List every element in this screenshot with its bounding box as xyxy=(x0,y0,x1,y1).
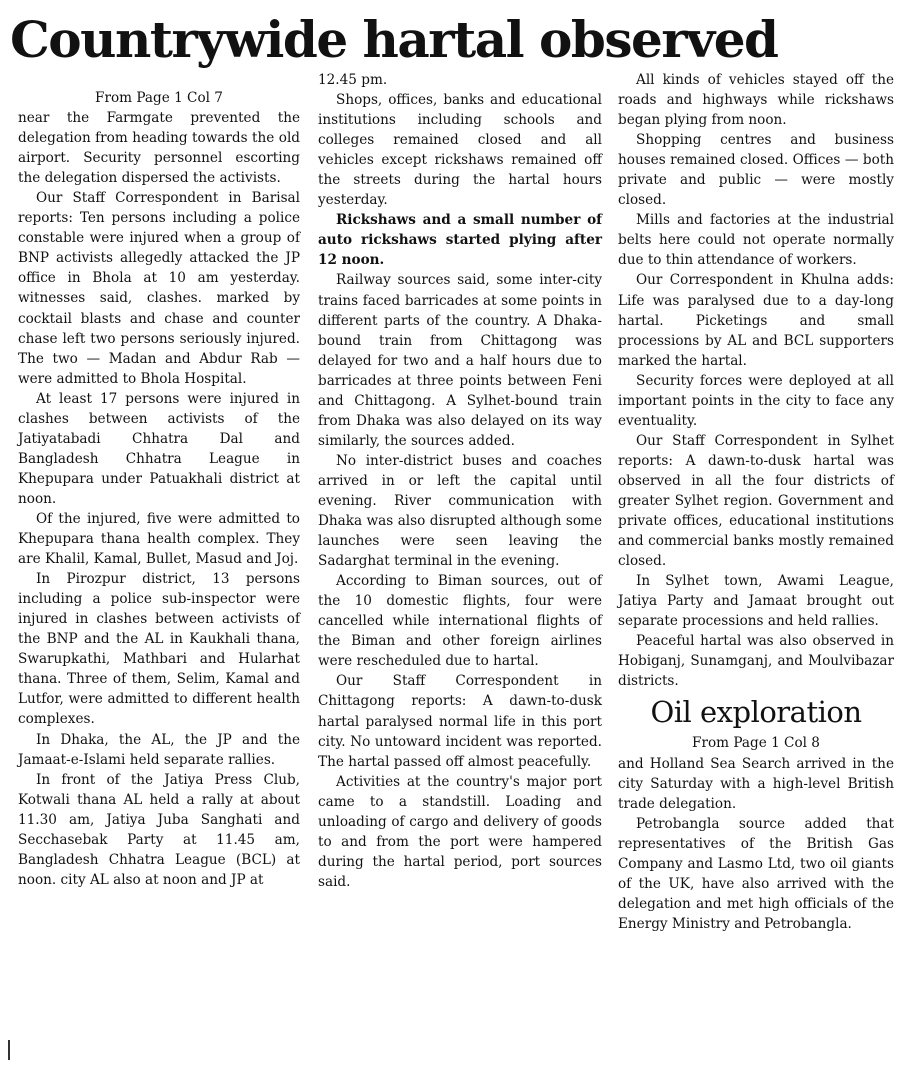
paragraph: No inter-district buses and coaches arrived in or left the capital until evening. River communication with Dhaka was also disrupted although some launches were seen leaving the Sadarghat terminal in the evening. xyxy=(318,452,602,570)
paragraph: near the Farmgate prevented the delegation from heading towards the old airport. Security personnel escorting the delegation dispersed the activists. xyxy=(18,110,300,187)
paragraph: Activities at the country's major port came to a standstill. Loading and unloading of cargo and delivery of goods to and from the port were hampered during the hartal period, port sources said. xyxy=(318,773,602,890)
paragraph: Security forces were deployed at all important points in the city to face any eventuality. xyxy=(618,372,894,429)
paragraph: Our Staff Correspondent in Barisal reports: Ten persons including a police constable were injured when a group of BNP activists allegedly attacked the JP office in Bhola at 10 am yesterday. witnesses said, clashes. marked by cocktail blasts and chase and counter chase left two persons seriously injured. The two — Madan and Abdur Rab — were admitted to Bhola Hospital. xyxy=(18,190,300,387)
paragraph: In Pirozpur district, 13 persons including a police sub-inspector were injured in clashes between activists of the BNP and the AL in Kaukhali thana, Swarupkathi, Mathbari and Hularhat thana. Three of them, Selim, Kamal and Lutfor, were admitted to different health complexes. xyxy=(18,571,300,728)
paragraph: At least 17 persons were injured in clashes between activists of the Jatiyatabadi Chhatra Dal and Bangladesh Chhatra League in Khepupara under Patuakhali district at noon. xyxy=(18,390,300,507)
continuation-line: From Page 1 Col 8 xyxy=(692,735,820,752)
paragraph: According to Biman sources, out of the 10 domestic flights, four were cancelled while international flights of the Biman and other foreign airlines were rescheduled due to hartal. xyxy=(318,573,602,670)
paragraph: All kinds of vehicles stayed off the roads and highways while rickshaws began plying from noon. xyxy=(618,72,894,129)
headline: Countrywide hartal observed xyxy=(10,10,778,69)
paragraph: Railway sources said, some inter-city trains faced barricades at some points in different parts of the country. A Dhaka-bound train from Chittagong was delayed for two and a half hours due to barricades at three points between Feni and Chittagong. A Sylhet-bound train from Dhaka was also delayed on its way similarly, the sources added. xyxy=(318,272,602,449)
paragraph: In Dhaka, the AL, the JP and the Jamaat-e-Islami held separate rallies. xyxy=(18,731,300,768)
paragraph: Shops, offices, banks and educational institutions including schools and colleges remained closed and all vehicles except rickshaws remained off the streets during the hartal hours yesterday. xyxy=(318,92,602,209)
paragraph: Mills and factories at the industrial belts here could not operate normally due to thin attendance of workers. xyxy=(618,212,894,269)
paragraph: Our Staff Correspondent in Chittagong reports: A dawn-to-dusk hartal paralysed normal life in this port city. No untoward incident was reported. The hartal passed off almost peacefully. xyxy=(318,673,602,770)
paragraph: 12.45 pm. xyxy=(318,72,388,88)
column-rule xyxy=(8,1040,10,1060)
paragraph: In front of the Jatiya Press Club, Kotwali thana AL held a rally at about 11.30 am, Jatiya Juba Sanghati and Secchasebak Party at 11.45 am, Bangladesh Chhatra League (BCL) at noon. city AL also at noon and JP at xyxy=(18,771,300,888)
column-2 xyxy=(318,70,602,892)
continuation-line: From Page 1 Col 7 xyxy=(95,90,223,106)
paragraph: Our Correspondent in Khulna adds: Life was paralysed due to a day-long hartal. Picketings and small processions by AL and BCL supporters marked the hartal. xyxy=(618,272,894,369)
paragraph: Petrobangla source added that representatives of the British Gas Company and Lasmo Ltd, two oil giants of the UK, have also arrived with the delegation and met high officials of the Energy Ministry and Petrobangla. xyxy=(618,815,894,932)
paragraph: Peaceful hartal was also observed in Hobiganj, Sunamganj, and Moulvibazar districts. xyxy=(618,633,894,690)
paragraph: and Holland Sea Search arrived in the city Saturday with a high-level British trade delegation. xyxy=(618,755,894,812)
paragraph: Of the injured, five were admitted to Khepupara thana health complex. They are Khalil, Kamal, Bullet, Masud and Joj. xyxy=(18,510,300,568)
paragraph: Shopping centres and business houses remained closed. Offices — both private and public — were mostly closed. xyxy=(618,132,894,209)
column-1 xyxy=(18,88,300,890)
paragraph: Rickshaws and a small number of auto rickshaws started plying after 12 noon. xyxy=(318,212,602,269)
paragraph: In Sylhet town, Awami League, Jatiya Party and Jamaat brought out separate processions and held rallies. xyxy=(618,573,894,630)
column-3 xyxy=(618,70,894,934)
sub-headline: Oil exploration xyxy=(650,695,862,730)
paragraph: Our Staff Correspondent in Sylhet reports: A dawn-to-dusk hartal was observed in all the four districts of greater Sylhet region. Government and private offices, educational institutions and commercial banks mostly remained closed. xyxy=(618,432,894,570)
